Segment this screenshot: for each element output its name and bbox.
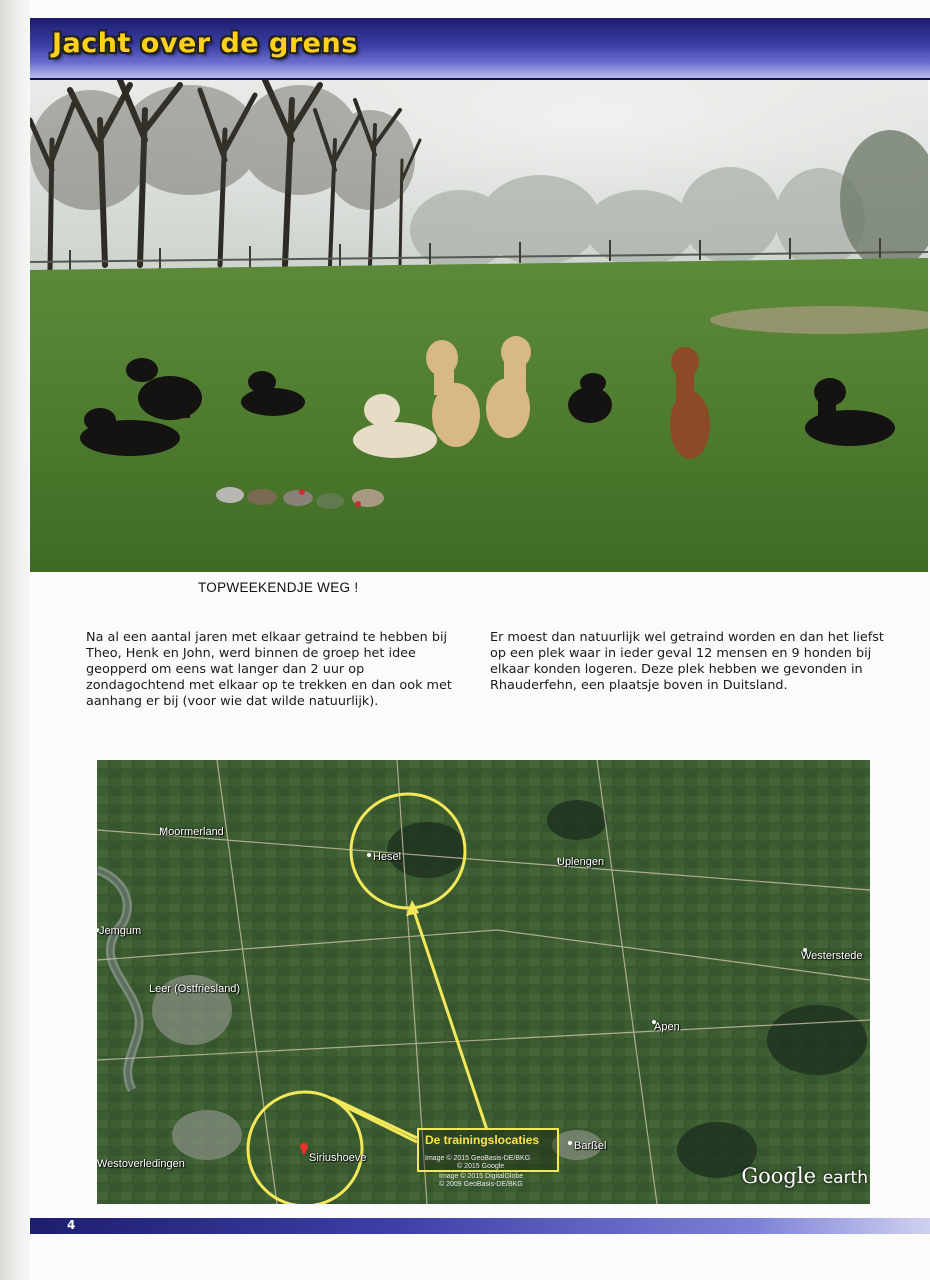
map-label-apen: Apen [654, 1021, 680, 1033]
map-label-moormerland: Moormerland [159, 826, 224, 838]
page-number: 4 [67, 1218, 76, 1232]
page-title: Jacht over de grens [52, 28, 358, 59]
map-label-barssel: Barßel [574, 1140, 607, 1152]
dogs-photo [30, 80, 928, 572]
map-legend-title: De trainingslocaties [425, 1133, 540, 1147]
footer-band [30, 1218, 930, 1234]
page-edge [0, 0, 30, 1280]
map-credit-4: © 2009 GeoBasis-DE/BKG [439, 1181, 523, 1188]
map-label-leer: Leer (Ostfriesland) [149, 983, 241, 995]
google-earth-logo [741, 1164, 868, 1188]
map-credit-2: © 2015 Google [457, 1163, 505, 1170]
map-label-siriushoeve: Siriushoeve [309, 1152, 367, 1164]
map-credit-3: Image © 2015 DigitalGlobe [439, 1173, 524, 1180]
map-credit-1: Image © 2015 GeoBasis-DE/BKG [425, 1155, 531, 1162]
map-label-hesel: Hesel [373, 851, 402, 863]
article-right-column: Er moest dan natuurlijk wel getraind worden en dan het liefst op een plek waar in ieder geval 12 mensen en 9 honden bij elkaar konden logeren. Deze plek hebben we gevonden in Rhauderfehn, een plaatsje boven in Duitsland. [490, 630, 884, 693]
google-earth-logo-google: Google [741, 1164, 816, 1188]
dogs-photo-illustration [30, 80, 928, 572]
photo-caption: TOPWEEKENDJE WEG ! [198, 580, 359, 595]
map-label-westerstede: Westerstede [801, 950, 863, 962]
map-label-westoverledingen: Westoverledingen [97, 1158, 185, 1170]
map-label-jemgum: Jemgum [99, 925, 142, 937]
satellite-map [97, 760, 870, 1204]
map-label-uplengen: Uplengen [557, 856, 605, 868]
google-earth-logo-earth: earth [822, 1168, 868, 1188]
article-left-column: Na al een aantal jaren met elkaar getraind te hebben bij Theo, Henk en John, werd binnen de groep het idee geopperd om eens wat langer dan 2 uur op zondagochtend met elkaar op te trekken en dan ook met aanhang er bij (voor wie dat wilde natuurlijk). [86, 630, 452, 709]
